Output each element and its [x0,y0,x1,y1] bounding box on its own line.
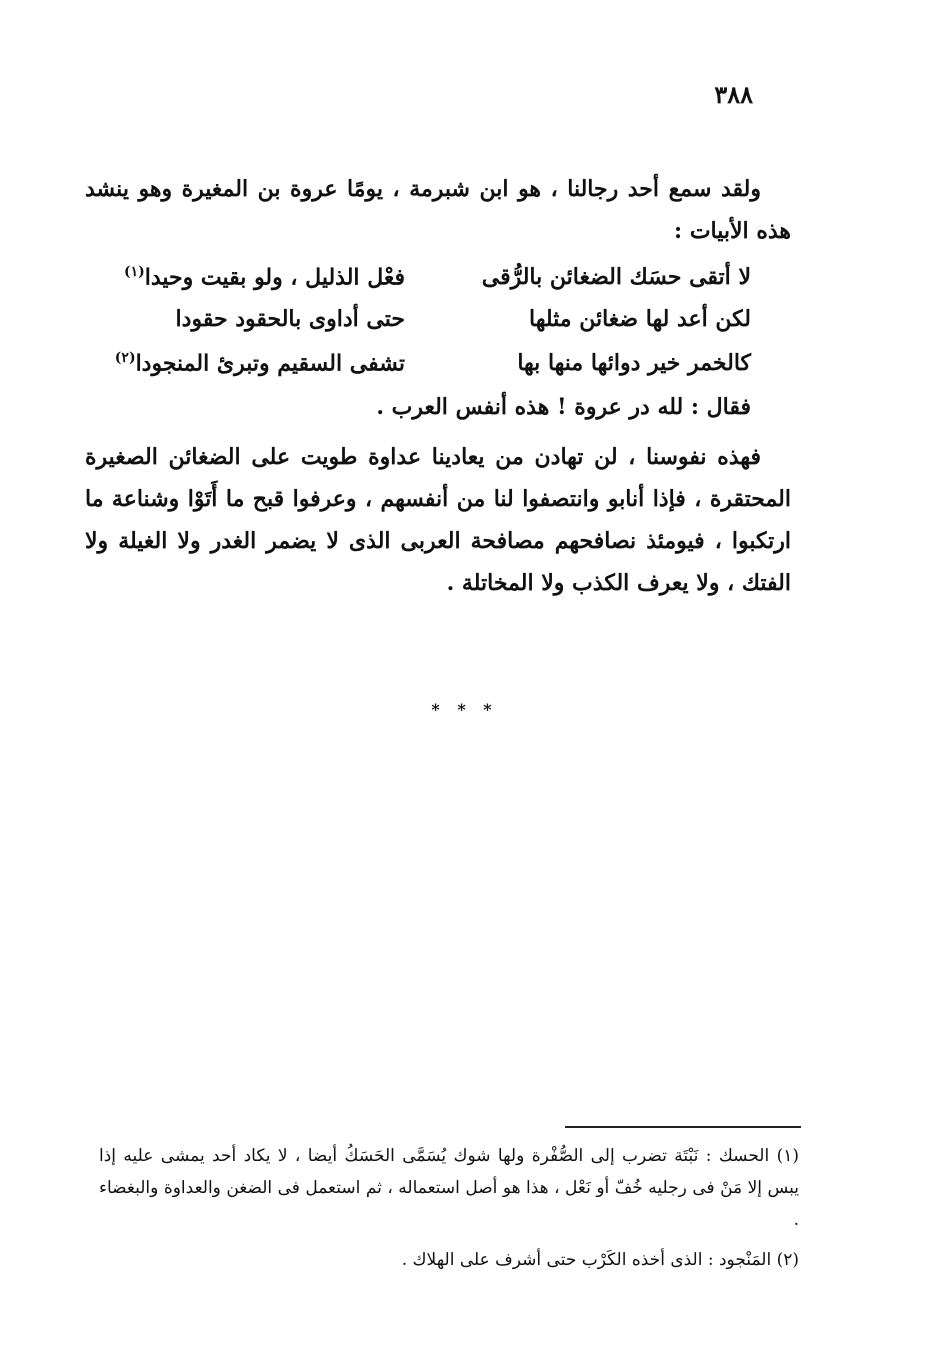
footnotes [99,1140,799,1284]
quote-response: فقال : لله در عروة ! هذه أنفس العرب . [376,394,751,420]
closing-paragraph [85,436,791,604]
closing-text: فهذه نفوسنا ، لن تهادن من يعادينا عداوة طويت على الضغائن الصغيرة المحتقرة ، فإذا أنابو وانتصفوا لنا من أنفسهم ، وعرفوا قبح ما أَتَوْا وشناعة ما ارتكبوا ، فيومئذ نصافحهم مصافحة العربى الذى لا يضمر الغدر ولا الغيلة ولا الفتك ، ولا يعرف الكذب ولا المخاتلة . [85,444,791,596]
footnote-ref: (١) [123,264,145,280]
verse-first-hemistich: كالخمر خير دوائها منها بها [517,350,751,376]
verse-line [91,350,751,396]
section-separator: * * * [431,700,498,719]
page-number: ٣٨٨ [714,80,753,109]
footnote-2: (٢) المَنْجود : الذى أخذه الكَرْب حتى أشرف على الهلاك . [401,1250,799,1270]
verse-second-hemistich-text: حتى أداوى بالحقود حقودا [175,306,405,332]
footnote-ref: (٢) [114,350,136,366]
verse-line [91,306,751,352]
intro-paragraph [85,168,791,252]
verse-second-hemistich [115,350,405,376]
verse-first-hemistich: لا أتقى حسَك الضغائن بالرُّقى [481,264,751,290]
verse-second-hemistich-text: فعْل الذليل ، ولو بقيت وحيدا [144,264,405,291]
verse-second-hemistich [176,306,405,332]
verse-first-hemistich: لكن أعد لها ضغائن مثلها [529,306,751,332]
footnote-1: (١) الحسك : نَبْتَة تضرب إلى الصُّفْرة ولها شوك يُسَمَّى الحَسَكُ أيضا ، لا يكاد أحد يمشى عليه إذا يبس إلا مَنْ فى رجليه خُفّ أو نَعْل ، هذا هو أصل استعماله ، ثم استعمل فى الضغن والعداوة والبغضاء . [99,1146,799,1230]
verse-second-hemistich-text: تشفى السقيم وتبرئ المنجودا [135,350,405,377]
verse-second-hemistich [124,264,405,290]
verse-line [91,264,751,310]
footnote-rule [565,1126,801,1128]
intro-text: ولقد سمع أحد رجالنا ، هو ابن شبرمة ، يومًا عروة بن المغيرة وهو ينشد هذه الأبيات : [85,176,791,244]
